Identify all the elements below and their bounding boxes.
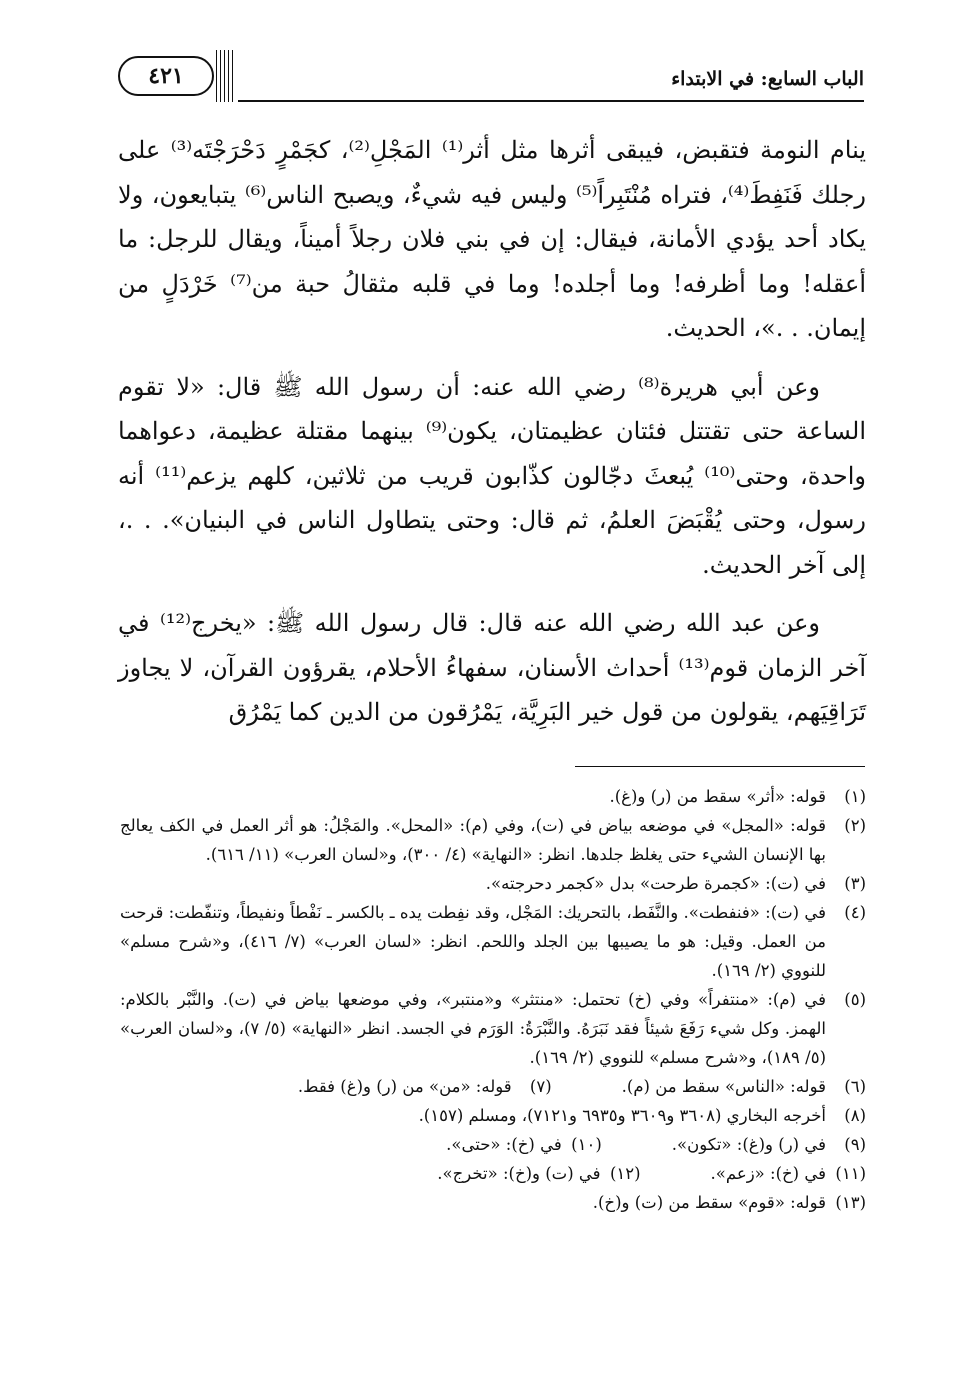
footnote-text: في (م): «منتفراً» وفي (خ) تحتمل: «منتثر» و«منتبر»، وفي موضعها بياض في (ت). والنَّبْر بالكلام: الهمز. وكل شيء رَفَعَ شيئاً فقد نَبَرَهُ. والنَّبْرَةُ: الوَرَم في الجسد. انظر «النهاية» (٥/ ٧)، و«لسان العرب» (٥/ ١٨٩)، و«شرح مسلم» للنووي (٢/ ١٦٩). xyxy=(120,990,826,1067)
footnote-8 xyxy=(120,1101,866,1130)
footnote-text: في (خ): «حتى». xyxy=(446,1135,562,1154)
footnote-text: قوله: «الناس» سقط من (م). xyxy=(621,1077,826,1096)
footnote-text: في (ت): «كجمرة طرحت» بدل «كجمر دحرجته». xyxy=(485,874,826,893)
footnote-1 xyxy=(120,782,866,811)
footnote-number: (٦) xyxy=(844,1077,866,1096)
footnote-3 xyxy=(120,869,866,898)
header-rule xyxy=(238,100,864,102)
footnote-10 xyxy=(446,1130,602,1159)
footnote-2 xyxy=(120,811,866,869)
page-number-ornament xyxy=(118,56,214,96)
paragraph-2: وعن أبي هريرة⁽⁸⁾ رضي الله عنه: أن رسول الله ﷺ قال: «لا تقوم الساعة حتى تقتتل فئتان عظيمتان، يكون⁽⁹⁾ بينهما مقتلة عظيمة، دعواهما واحدة، وحتى⁽¹⁰⁾ يُبعثَ دجّالون كذّابون قريب من ثلاثين، كلهم يزعم⁽¹¹⁾ أنه رسول، وحتى يُقْبَضَ العلمُ، ثم قال: وحتى يتطاول الناس في البنيان». . .، إلى آخر الحديث. xyxy=(118,372,866,579)
paragraph-1: ينام النومة فتقبض، فيبقى أثرها مثل أثر⁽¹⁾ المَجْلِ⁽²⁾، كجَمْرٍ دَحْرَجْتَه⁽³⁾ على رجلك فَنَفِطَ⁽⁴⁾، فتراه مُنْتَبِراً⁽⁵⁾ وليس فيه شيءٌ، ويصبح الناس⁽⁶⁾ يتبايعون، ولا يكاد أحد يؤدي الأمانة، فيقال: إن في بني فلان رجلاً أميناً، ويقال للرجل: ما أعقله! وما أظرفه! وما أجلده! وما في قلبه مثقالُ حبة من⁽⁷⁾ خَرْدَلٍ من إيمان. . .»، الحديث. xyxy=(118,136,867,342)
footnote-number: (٤) xyxy=(844,903,866,922)
footnote-text: في (خ): «زعم». xyxy=(710,1164,826,1183)
footnote-4 xyxy=(120,898,866,985)
chapter-title: الباب السابع: في الابتداء xyxy=(671,68,864,90)
page-number: ٤٢١ xyxy=(148,63,184,89)
footnote-number: (١٠) xyxy=(571,1135,602,1154)
footnote-text: قوله: «قوم» سقط من (ت) و(خ). xyxy=(592,1193,826,1212)
footnote-number: (١٣) xyxy=(835,1193,866,1212)
footnote-pair-6-7 xyxy=(120,1072,866,1101)
footnote-5 xyxy=(120,985,866,1072)
page-header xyxy=(118,52,864,102)
footnote-7 xyxy=(298,1072,552,1101)
footnote-text: في (ت) و(خ): «تخرج». xyxy=(437,1164,601,1183)
footnote-number: (٣) xyxy=(844,874,866,893)
footnote-number: (٨) xyxy=(844,1106,866,1125)
main-text xyxy=(118,128,866,735)
footnote-number: (١١) xyxy=(835,1164,866,1183)
footnote-separator xyxy=(575,766,865,767)
footnote-text: قوله: «المجل» في موضعه بياض في (ت)، وفي (م): «المحل». والمَجْلُ: هو أثر العمل في الكف يعالج بها الإنسان الشيء حتى يغلظ جلدها. انظر: «النهاية» (٤/ ٣٠٠)، و«لسان العرب» (١١/ ٦١٦). xyxy=(120,816,826,864)
footnote-11 xyxy=(711,1159,866,1188)
footnote-text: في (ت): «فنفطت». والنَّفَط، بالتحريك: المَجْل، وقد نفِطت يده ـ بالكسر ـ نَفْطاً ونفيطاً، وتنفّطت: قرحت من العمل. وقيل: هو ما يصيبها بين الجلد واللحم. انظر: «لسان العرب» (٧/ ٤١٦)، و«شرح مسلم» للنووي (٢/ ١٦٩). xyxy=(120,903,826,980)
footnote-13 xyxy=(120,1188,866,1217)
footnote-number: (٩) xyxy=(844,1135,866,1154)
footnote-number: (١٢) xyxy=(609,1164,641,1183)
footnote-number: (٢) xyxy=(844,816,866,835)
footnote-pair-9-10 xyxy=(120,1130,866,1159)
footnotes xyxy=(120,782,866,1217)
footnote-9 xyxy=(672,1130,866,1159)
footnote-number: (٧) xyxy=(529,1077,552,1096)
footnote-text: أخرجه البخاري (٣٦٠٨ و٣٦٠٩ و٦٩٣٥ و٧١٢١)، ومسلم (١٥٧). xyxy=(418,1106,826,1125)
footnote-number: (٥) xyxy=(844,990,866,1009)
footnote-text: في (ر) و(غ): «تكون». xyxy=(671,1135,826,1154)
footnote-6 xyxy=(622,1072,866,1101)
footnote-pair-11-12 xyxy=(120,1159,866,1188)
footnote-text: قوله: «أثر» سقط من (ر) و(غ). xyxy=(609,787,826,806)
paragraph-3: وعن عبد الله رضي الله عنه قال: قال رسول الله ﷺ: «يخرج⁽¹²⁾ في آخر الزمان قوم⁽¹³⁾ أحداث الأسنان، سفهاءُ الأحلام، يقرؤون القرآن، لا يجاوز تَرَاقِيَهم، يقولون من قول خير البَرِيَّة، يَمْرُقون من الدين كما يَمْرُق xyxy=(118,609,866,726)
footnote-text: قوله: «من» من (ر) و(غ) فقط. xyxy=(297,1077,512,1096)
footnote-12 xyxy=(437,1159,640,1188)
footnote-number: (١) xyxy=(844,787,866,806)
